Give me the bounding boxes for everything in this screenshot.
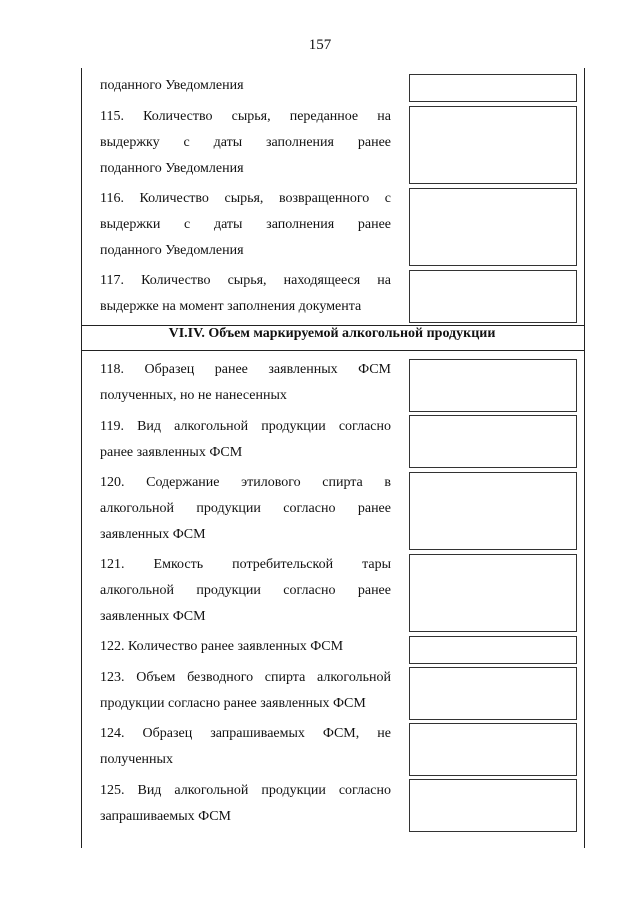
item-line: 119. Вид алкогольной продукции согласно [100, 419, 391, 434]
list-item-115 [100, 104, 391, 182]
item-line: 124. Образец запрашиваемых ФСМ, не [100, 726, 391, 741]
item-line: алкогольной продукции согласно ранее [100, 583, 391, 598]
item-line: 121. Емкость потребительской тары [100, 557, 391, 572]
item-line: алкогольной продукции согласно ранее [100, 501, 391, 516]
item-line: ранее заявленных ФСМ [100, 445, 243, 460]
entry-box-122[interactable] [409, 636, 577, 664]
item-line: 120. Содержание этилового спирта в [100, 475, 391, 490]
list-item-122 [100, 634, 391, 660]
item-line: запрашиваемых ФСМ [100, 809, 232, 824]
item-line: 116. Количество сырья, возвращенного с [100, 191, 391, 206]
list-item-121 [100, 552, 391, 630]
list-item-cont [100, 73, 391, 99]
item-line: 118. Образец ранее заявленных ФСМ [100, 362, 391, 377]
item-line: полученных, но не нанесенных [100, 388, 287, 403]
item-line: заявленных ФСМ [100, 609, 206, 624]
item-line: выдержке на момент заполнения документа [100, 299, 362, 314]
item-line: поданного Уведомления [100, 243, 244, 258]
item-line: заявленных ФСМ [100, 527, 206, 542]
list-item-119 [100, 414, 391, 466]
list-item-120 [100, 470, 391, 548]
section-heading: VI.IV. Объем маркируемой алкогольной продукции [168, 326, 496, 341]
entry-box-117[interactable] [409, 270, 577, 323]
item-line: поданного Уведомления [100, 78, 244, 93]
item-line: выдержку с даты заполнения ранее [100, 135, 391, 150]
item-line: 122. Количество ранее заявленных ФСМ [100, 639, 344, 654]
item-line: поданного Уведомления [100, 161, 244, 176]
entry-box-115[interactable] [409, 106, 577, 184]
item-line: полученных [100, 752, 173, 767]
list-item-117 [100, 268, 391, 320]
table-left-border [81, 68, 82, 848]
item-line: продукции согласно ранее заявленных ФСМ [100, 696, 366, 711]
table-right-border [584, 68, 585, 848]
entry-box-119[interactable] [409, 415, 577, 468]
item-line: 117. Количество сырья, находящееся на [100, 273, 391, 288]
list-item-123 [100, 665, 391, 717]
list-item-118 [100, 357, 391, 409]
page-number: 157 [308, 37, 332, 53]
section-bottom-border [81, 350, 585, 351]
item-line: 115. Количество сырья, переданное на [100, 109, 391, 124]
list-item-124 [100, 721, 391, 773]
entry-box-116[interactable] [409, 188, 577, 266]
list-item-116 [100, 186, 391, 264]
item-line: 123. Объем безводного спирта алкогольной [100, 670, 391, 685]
item-line: выдержки с даты заполнения ранее [100, 217, 391, 232]
entry-box-118[interactable] [409, 359, 577, 412]
entry-box-120[interactable] [409, 472, 577, 550]
list-item-125 [100, 778, 391, 830]
entry-box-124[interactable] [409, 723, 577, 776]
entry-box-121[interactable] [409, 554, 577, 632]
entry-box-cont[interactable] [409, 74, 577, 102]
entry-box-125[interactable] [409, 779, 577, 832]
entry-box-123[interactable] [409, 667, 577, 720]
item-line: 125. Вид алкогольной продукции согласно [100, 783, 391, 798]
